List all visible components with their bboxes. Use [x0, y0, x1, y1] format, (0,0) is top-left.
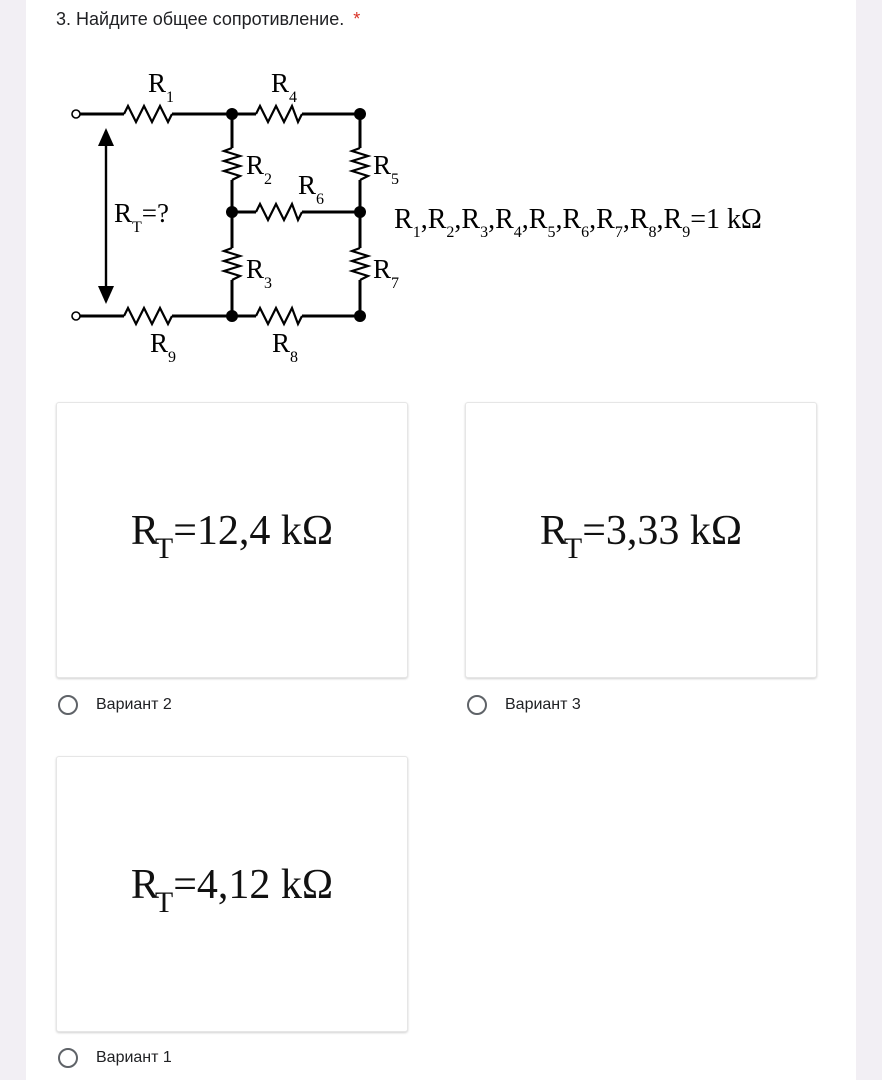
- rt-arrow: [98, 128, 114, 304]
- option-radio-row[interactable]: [58, 695, 172, 715]
- resistor-r1: [124, 106, 172, 122]
- label-r5: $R_5$: [373, 150, 400, 188]
- resistor-r4: [256, 106, 302, 122]
- option-image-card[interactable]: [56, 756, 408, 1032]
- question-card: [26, 0, 856, 1080]
- option-radio-row[interactable]: [467, 695, 581, 715]
- label-r4: $R_4$: [271, 68, 298, 106]
- resistor-r7: [352, 248, 368, 280]
- required-star: *: [353, 9, 361, 29]
- resistor-r8: [256, 308, 302, 324]
- resistor-r9: [124, 308, 172, 324]
- question-text: Найдите общее сопротивление.: [76, 9, 345, 29]
- option-label: Вариант 1: [96, 1049, 172, 1066]
- question-title: [56, 9, 360, 30]
- label-r8: $R_8$: [272, 328, 299, 366]
- option-label: Вариант 2: [96, 696, 172, 713]
- label-r9: $R_9$: [150, 328, 177, 366]
- option-formula: $R_T=4,12$ kΩ: [130, 862, 334, 919]
- resistor-r3: [224, 248, 240, 280]
- option-formula: $R_T=3,33$ kΩ: [539, 508, 743, 565]
- resistor-r5: [352, 148, 368, 180]
- option-image-card[interactable]: [56, 402, 408, 678]
- label-r6: $R_6$: [298, 170, 325, 208]
- resistor-r6: [256, 204, 302, 220]
- question-number: 3.: [56, 9, 72, 29]
- resistor-equation: $R_1,R_2,R_3,R_4,R_5,R_6,R_7,R_8,R_9=1$ kΩ: [394, 204, 762, 241]
- label-r1: $R_1$: [148, 68, 175, 106]
- option-label: Вариант 3: [505, 696, 581, 713]
- radio-button[interactable]: [58, 1048, 78, 1068]
- resistor-r2: [224, 148, 240, 180]
- label-r3: $R_3$: [246, 254, 273, 292]
- option-formula: $R_T=12,4$ kΩ: [130, 508, 334, 565]
- label-rt: $R_T=$?: [114, 198, 170, 236]
- radio-button[interactable]: [58, 695, 78, 715]
- radio-button[interactable]: [467, 695, 487, 715]
- option-image-card[interactable]: [465, 402, 817, 678]
- terminal-top: [72, 110, 80, 118]
- label-r7: $R_7$: [373, 254, 400, 292]
- option-radio-row[interactable]: [58, 1048, 172, 1068]
- terminal-bottom: [72, 312, 80, 320]
- label-r2: $R_2$: [246, 150, 273, 188]
- circuit-diagram: [66, 62, 846, 382]
